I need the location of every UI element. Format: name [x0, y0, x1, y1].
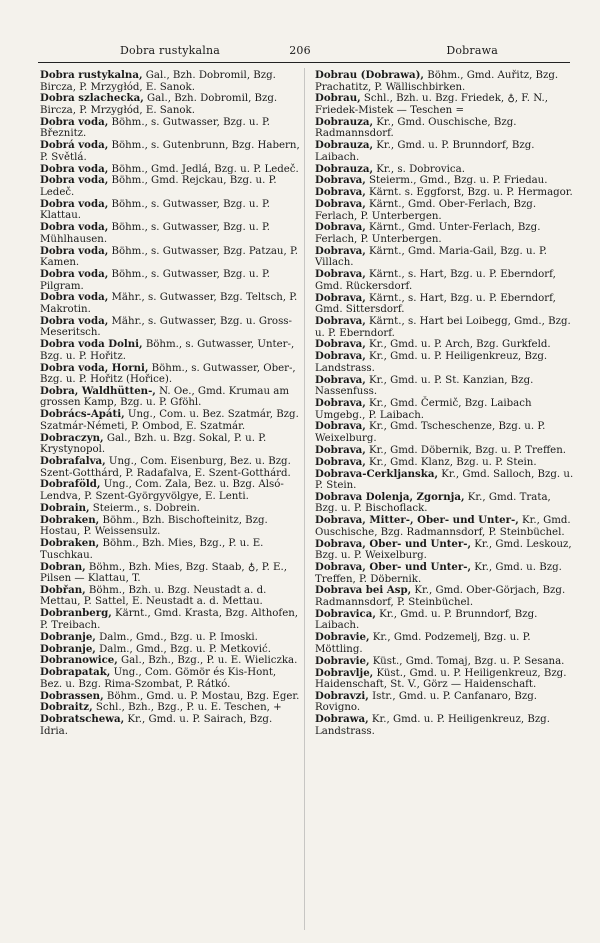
entry-details: Kr., Gmd. Podzemelj, Bzg. u. P. Möttling. [315, 632, 531, 655]
entry-details: Kr., Gmd. u. P. Arch, Bzg. Gurkfeld. [365, 339, 551, 351]
entry-details: Ung., Com. Eisenburg, Bez. u. Bzg. Szent-Gotthárd, P. Radafalva, E. Szent-Gotthárd. [40, 456, 291, 479]
entry-details: Böhm., s. Gutenbrunn, Bzg. Habern, P. Světlá. [40, 140, 300, 163]
header-left-keyword: Dobra rustykalna [120, 44, 221, 57]
entry-headword: Dobra voda, [40, 244, 109, 257]
gazetteer-entry [40, 456, 300, 479]
entry-headword: Dobrava, Ober- und Unter-, [315, 561, 472, 574]
entry-details: Ung., Com. Gömör és Kis-Hont, Bez. u. Bzg. Rima-Szombat, P. Rátkó. [40, 667, 277, 690]
gazetteer-entry [40, 292, 300, 315]
entry-headword: Dobrava, [315, 268, 366, 281]
entry-details: Böhm., Bzh. Mies, Bzg. Staab, ♁, P. E., Pilsen — Klattau, T. [40, 561, 287, 585]
entry-headword: Dobravie, [315, 654, 370, 667]
entry-details: Istr., Gmd. u. P. Canfanaro, Bzg. Rovigno. [315, 690, 537, 714]
entry-headword: Dobrau (Dobrawa), [315, 69, 424, 81]
entry-details: Mähr., s. Gutwasser, Bzg. Teltsch, P. Makrotin. [40, 292, 298, 315]
gazetteer-entry [40, 269, 300, 292]
entry-headword: Dobravica, [315, 607, 376, 620]
gazetteer-entry [315, 199, 575, 222]
entry-details: Kr., s. Dobrovica. [373, 163, 465, 175]
entry-headword: Dobrava, [315, 186, 366, 199]
entry-headword: Dobranowice, [40, 654, 118, 667]
gazetteer-entry [315, 269, 575, 292]
entry-headword: Dobrava, [315, 373, 366, 386]
gazetteer-entry [40, 632, 300, 644]
gazetteer-entry [40, 175, 300, 198]
entry-details: Kr., Gmd. Čermič, Bzg. Laibach Umgebg., P. Laibach. [315, 398, 532, 421]
entry-details: Kr., Gmd. Ouschische, Bzg. Radmannsdorf. [315, 116, 517, 140]
entry-details: Kr., Gmd. u. P. St. Kanzian, Bzg. Nassenfuss. [315, 374, 534, 398]
entry-details: N. Oe., Gmd. Krumau am grossen Kamp, Bzg. u. P. Gföhl. [40, 385, 290, 409]
entry-headword: Dobrava, [315, 420, 366, 433]
gazetteer-entry [315, 457, 575, 469]
entry-headword: Dobra voda, [40, 115, 109, 128]
entry-headword: Dobranje, [40, 630, 96, 643]
entry-details: Böhm., Gmd. u. P. Mostau, Bzg. Eger. [103, 690, 300, 702]
entry-headword: Dobravlje, [315, 666, 374, 679]
gazetteer-entry [40, 515, 300, 538]
entry-details: Kärnt. s. Eggforst, Bzg. u. P. Hermagor. [365, 187, 573, 199]
gazetteer-entry [315, 445, 575, 457]
gazetteer-entry [315, 187, 575, 199]
header-rule [38, 62, 570, 63]
gazetteer-entry [40, 433, 300, 456]
entry-headword: Dobra rustykalna, [40, 69, 143, 81]
gazetteer-entry [315, 656, 575, 668]
right-column [315, 70, 575, 738]
gazetteer-entry [40, 608, 300, 631]
entry-details: Steierm., Gmd., Bzg. u. P. Friedau. [365, 175, 548, 187]
gazetteer-entry [40, 199, 300, 222]
gazetteer-entry [40, 93, 300, 116]
gazetteer-entry [315, 351, 575, 374]
entry-details: Böhm., s. Gutwasser, Ober-, Bzg. u. P. Hořitz (Hořice). [40, 362, 296, 386]
entry-details: Kärnt., s. Hart bei Loibegg, Gmd., Bzg. u. P. Eberndorf. [315, 316, 571, 339]
gazetteer-entry [315, 632, 575, 655]
gazetteer-entry [315, 117, 575, 140]
gazetteer-entry [40, 117, 300, 140]
entry-details: Böhm., Bzh. u. Bzg. Neustadt a. d. Mettau, P. Sattel, E. Neustadt a. d. Mettau. [40, 584, 267, 608]
entry-details: Kr., Gmd. Tscheschenze, Bzg. u. P. Weixelburg. [315, 421, 546, 444]
entry-details: Gal., Bzh. Dobromil, Bzg. Bircza, P. Mrzygłód, E. Sanok. [40, 70, 276, 93]
entry-details: Kr., Gmd. u. P. Sairach, Bzg. Idria. [40, 714, 273, 737]
entry-details: Böhm., s. Gutwasser, Bzg. u. P. Mühlhausen. [40, 222, 270, 245]
entry-headword: Dobra voda, [40, 221, 109, 234]
gazetteer-entry [315, 609, 575, 632]
entry-details: Kärnt., Gmd. Maria-Gail, Bzg. u. P. Villach. [315, 245, 548, 269]
gazetteer-entry [40, 164, 300, 176]
gazetteer-entry [40, 70, 300, 93]
entry-details: Kr., Gmd. Leskouz, Bzg. u. P. Weixelburg. [315, 538, 572, 562]
entry-headword: Dobraczyn, [40, 431, 104, 444]
gazetteer-entry [40, 562, 300, 585]
entry-headword: Dobrava, [315, 338, 366, 351]
entry-headword: Dobrács-Apáti, [40, 408, 125, 421]
gazetteer-entry [40, 585, 300, 608]
entry-details: Böhm., s. Gutwasser, Unter-, Bzg. u. P. Hořitz. [40, 339, 295, 362]
gazetteer-entry [315, 539, 575, 562]
entry-details: Kr., Gmd. u. P. Brunndorf, Bzg. Laibach. [315, 140, 535, 163]
entry-details: Dalm., Gmd., Bzg. u. P. Metković. [95, 643, 271, 655]
entry-headword: Dobrauza, [315, 139, 374, 152]
entry-headword: Dobra voda, [40, 162, 109, 175]
entry-headword: Dobrava, Mitter-, Ober- und Unter-, [315, 514, 519, 527]
gazetteer-entry [315, 70, 575, 93]
gazetteer-entry [315, 714, 575, 737]
entry-details: Kr., Gmd. Trata, Bzg. u. P. Bischoflack. [315, 491, 551, 515]
entry-headword: Dobrauza, [315, 162, 374, 175]
page-number: 206 [289, 44, 311, 57]
entry-headword: Dobrava, [315, 221, 366, 234]
gazetteer-entry [40, 538, 300, 561]
entry-details: Gal., Bzh. Dobromil, Bzg. Bircza, P. Mrzygłód, E. Sanok. [40, 93, 278, 116]
entry-headword: Dobravie, [315, 631, 370, 644]
gazetteer-entry [40, 386, 300, 409]
gazetteer-entry [315, 492, 575, 515]
entry-details: Böhm., s. Gutwasser, Bzg. u. P. Březnitz. [40, 116, 270, 140]
gazetteer-entry [40, 714, 300, 737]
gazetteer-entry [315, 222, 575, 245]
gazetteer-entry [315, 93, 575, 116]
running-head [40, 44, 560, 58]
entry-headword: Dobrava, [315, 443, 366, 456]
entry-details: Kärnt., Gmd. Krasta, Bzg. Althofen, P. Treibach. [40, 608, 299, 631]
entry-details: Böhm., Bzh. Bischofteinitz, Bzg. Hostau, P. Weissensulz. [40, 514, 268, 538]
gazetteer-entry [315, 175, 575, 187]
gazetteer-entry [315, 691, 575, 714]
entry-details: Schl., Bzh., Bzg., P. u. E. Teschen, + [92, 702, 282, 714]
entry-details: Böhm., Gmd. Jedlá, Bzg. u. P. Ledeč. [108, 163, 299, 175]
entry-headword: Dobrawa, [315, 713, 369, 726]
column-divider [304, 68, 305, 930]
entry-headword: Dobrava-Cerkljanska, [315, 467, 438, 480]
gazetteer-entry [315, 339, 575, 351]
gazetteer-entry [315, 246, 575, 269]
gazetteer-entry [315, 515, 575, 538]
gazetteer-entry [315, 140, 575, 163]
entry-details: Böhm., s. Gutwasser, Bzg. u. P. Pilgram. [40, 268, 270, 292]
entry-headword: Dobra voda, [40, 174, 109, 187]
gazetteer-entry [40, 316, 300, 339]
entry-headword: Dobranje, [40, 642, 96, 655]
gazetteer-entry [315, 316, 575, 339]
entry-details: Kärnt., s. Hart, Bzg. u. P. Eberndorf, Gmd. Rückersdorf. [315, 269, 556, 292]
entry-details: Dalm., Gmd., Bzg. u. P. Imoski. [95, 631, 258, 643]
entry-headword: Dobřan, [40, 583, 86, 596]
entry-headword: Dobrava, [315, 244, 366, 257]
entry-details: Böhm., s. Gutwasser, Bzg. Patzau, P. Kamen. [40, 245, 298, 269]
gazetteer-entry [40, 339, 300, 362]
entry-headword: Dobra, Waldhütten-, [40, 384, 156, 397]
entry-details: Böhm., s. Gutwasser, Bzg. u. P. Klattau. [40, 198, 270, 222]
entry-headword: Dobraitz, [40, 701, 93, 714]
entry-details: Kr., Gmd. u. P. Brunndorf, Bzg. Laibach. [315, 608, 538, 632]
entry-headword: Dobrau, [315, 92, 361, 105]
entry-details: Ung., Com. Zala, Bez. u. Bzg. Alsó-Lendva, P. Szent-Györgyvölgye, E. Lenti. [40, 479, 284, 503]
entry-headword: Dobranberg, [40, 607, 112, 620]
gazetteer-entry [315, 469, 575, 492]
entry-headword: Dobra szlachecka, [40, 92, 144, 105]
entry-details: Gal., Bzh., Bzg., P. u. E. Wieliczka. [117, 655, 298, 667]
entry-details: Kr., Gmd. u. P. Heiligenkreuz, Bzg. Landstrass. [315, 714, 550, 737]
entry-headword: Dobrapatak, [40, 666, 111, 679]
entry-details: Böhm., Bzh. Mies, Bzg., P. u. E. Tuschkau. [40, 538, 264, 561]
entry-headword: Dobratschewa, [40, 713, 125, 726]
entry-details: Gal., Bzh. u. Bzg. Sokal, P. u. P. Krystynopol. [40, 432, 267, 456]
entry-details: Kr., Gmd. u. P. Heiligenkreuz, Bzg. Landstrass. [315, 351, 548, 374]
entry-details: Steierm., s. Dobrein. [89, 502, 200, 514]
entry-details: Kr., Gmd. Klanz, Bzg. u. P. Stein. [365, 456, 537, 468]
entry-details: Schl., Bzh. u. Bzg. Friedek, ♁, F. N., Friedek-Mistek — Teschen = [315, 93, 548, 116]
entry-headword: Dobrava, [315, 174, 366, 187]
gazetteer-entry [40, 702, 300, 714]
entry-headword: Dobraken, [40, 537, 100, 550]
entry-headword: Dobrava, [315, 315, 366, 328]
entry-headword: Dobrava Dolenja, Zgornja, [315, 490, 465, 503]
entry-details: Kärnt., Gmd. Unter-Ferlach, Bzg. Ferlach, P. Unterbergen. [315, 222, 541, 246]
entry-headword: Dobraföld, [40, 478, 101, 491]
gazetteer-entry [315, 164, 575, 176]
entry-headword: Dobrava, [315, 198, 366, 211]
entry-headword: Dobra voda, Horni, [40, 361, 149, 374]
entry-headword: Dobrassen, [40, 689, 104, 702]
gazetteer-entry [315, 668, 575, 691]
entry-details: Küst., Gmd. u. P. Heiligenkreuz, Bzg. Haidenschaft, St. V., Görz — Haidenschaft. [315, 667, 567, 691]
entry-headword: Dobrava, [315, 397, 366, 410]
entry-headword: Dobra voda, [40, 314, 109, 327]
gazetteer-entry [40, 479, 300, 502]
entry-headword: Dobrava, [315, 291, 366, 304]
entry-details: Böhm., Gmd. Rejckau, Bzg. u. P. Ledeč. [40, 175, 277, 198]
entry-details: Küst., Gmd. Tomaj, Bzg. u. P. Sesana. [369, 655, 565, 667]
entry-details: Mähr., s. Gutwasser, Bzg. u. Gross-Meseritsch. [40, 315, 292, 339]
entry-details: Kr., Gmd. Döbernik, Bzg. u. P. Treffen. [365, 444, 567, 456]
entry-headword: Dobrafalva, [40, 455, 106, 468]
entry-headword: Dobra voda Dolni, [40, 338, 143, 351]
entry-headword: Dobrava, [315, 455, 366, 468]
entry-headword: Dobrava bei Asp, [315, 584, 412, 597]
entry-details: Ung., Com. u. Bez. Szatmár, Bzg. Szatmár-Németi, P. Ombod, E. Szatmár. [40, 409, 299, 432]
entry-headword: Dobrá voda, [40, 139, 109, 152]
header-right-keyword: Dobrawa [446, 44, 498, 57]
entry-headword: Dobra voda, [40, 291, 109, 304]
entry-details: Kr., Gmd. u. Bzg. Treffen, P. Döbernik. [315, 562, 562, 585]
entry-headword: Dobraken, [40, 513, 100, 526]
entry-headword: Dobravzi, [315, 689, 369, 702]
gazetteer-entry [40, 644, 300, 656]
gazetteer-entry [40, 655, 300, 667]
entry-headword: Dobrava, [315, 350, 366, 363]
gazetteer-entry [315, 375, 575, 398]
gazetteer-entry [40, 140, 300, 163]
entry-headword: Dobra voda, [40, 267, 109, 280]
entry-headword: Dobrauza, [315, 115, 374, 128]
gazetteer-entry [40, 363, 300, 386]
gazetteer-entry [315, 585, 575, 608]
entry-headword: Dobrava, Ober- und Unter-, [315, 537, 472, 550]
entry-details: Kärnt., s. Hart, Bzg. u. P. Eberndorf, Gmd. Sittersdorf. [315, 292, 556, 316]
gazetteer-entry [40, 691, 300, 703]
gazetteer-entry [40, 222, 300, 245]
gazetteer-entry [40, 667, 300, 690]
entry-headword: Dobran, [40, 560, 86, 573]
gazetteer-entry [40, 409, 300, 432]
left-column [40, 70, 300, 738]
entry-details: Böhm., Gmd. Auřitz, Bzg. Prachatitz, P. Wällischbirken. [315, 70, 559, 93]
entry-details: Kärnt., Gmd. Ober-Ferlach, Bzg. Ferlach, P. Unterbergen. [315, 199, 537, 222]
entry-details: Kr., Gmd. Salloch, Bzg. u. P. Stein. [315, 468, 574, 492]
gazetteer-entry [315, 421, 575, 444]
entry-headword: Dobra voda, [40, 197, 109, 210]
gazetteer-entry [40, 503, 300, 515]
entry-headword: Dobrain, [40, 501, 90, 514]
gazetteer-entry [40, 246, 300, 269]
gazetteer-entry [315, 562, 575, 585]
gazetteer-entry [315, 398, 575, 421]
gazetteer-entry [315, 293, 575, 316]
entry-details: Kr., Gmd. Ouschische, Bzg. Radmannsdorf, P. Steinbüchel. [315, 515, 571, 538]
entry-details: Kr., Gmd. Ober-Görjach, Bzg. Radmannsdorf, P. Steinbüchel. [315, 585, 566, 609]
